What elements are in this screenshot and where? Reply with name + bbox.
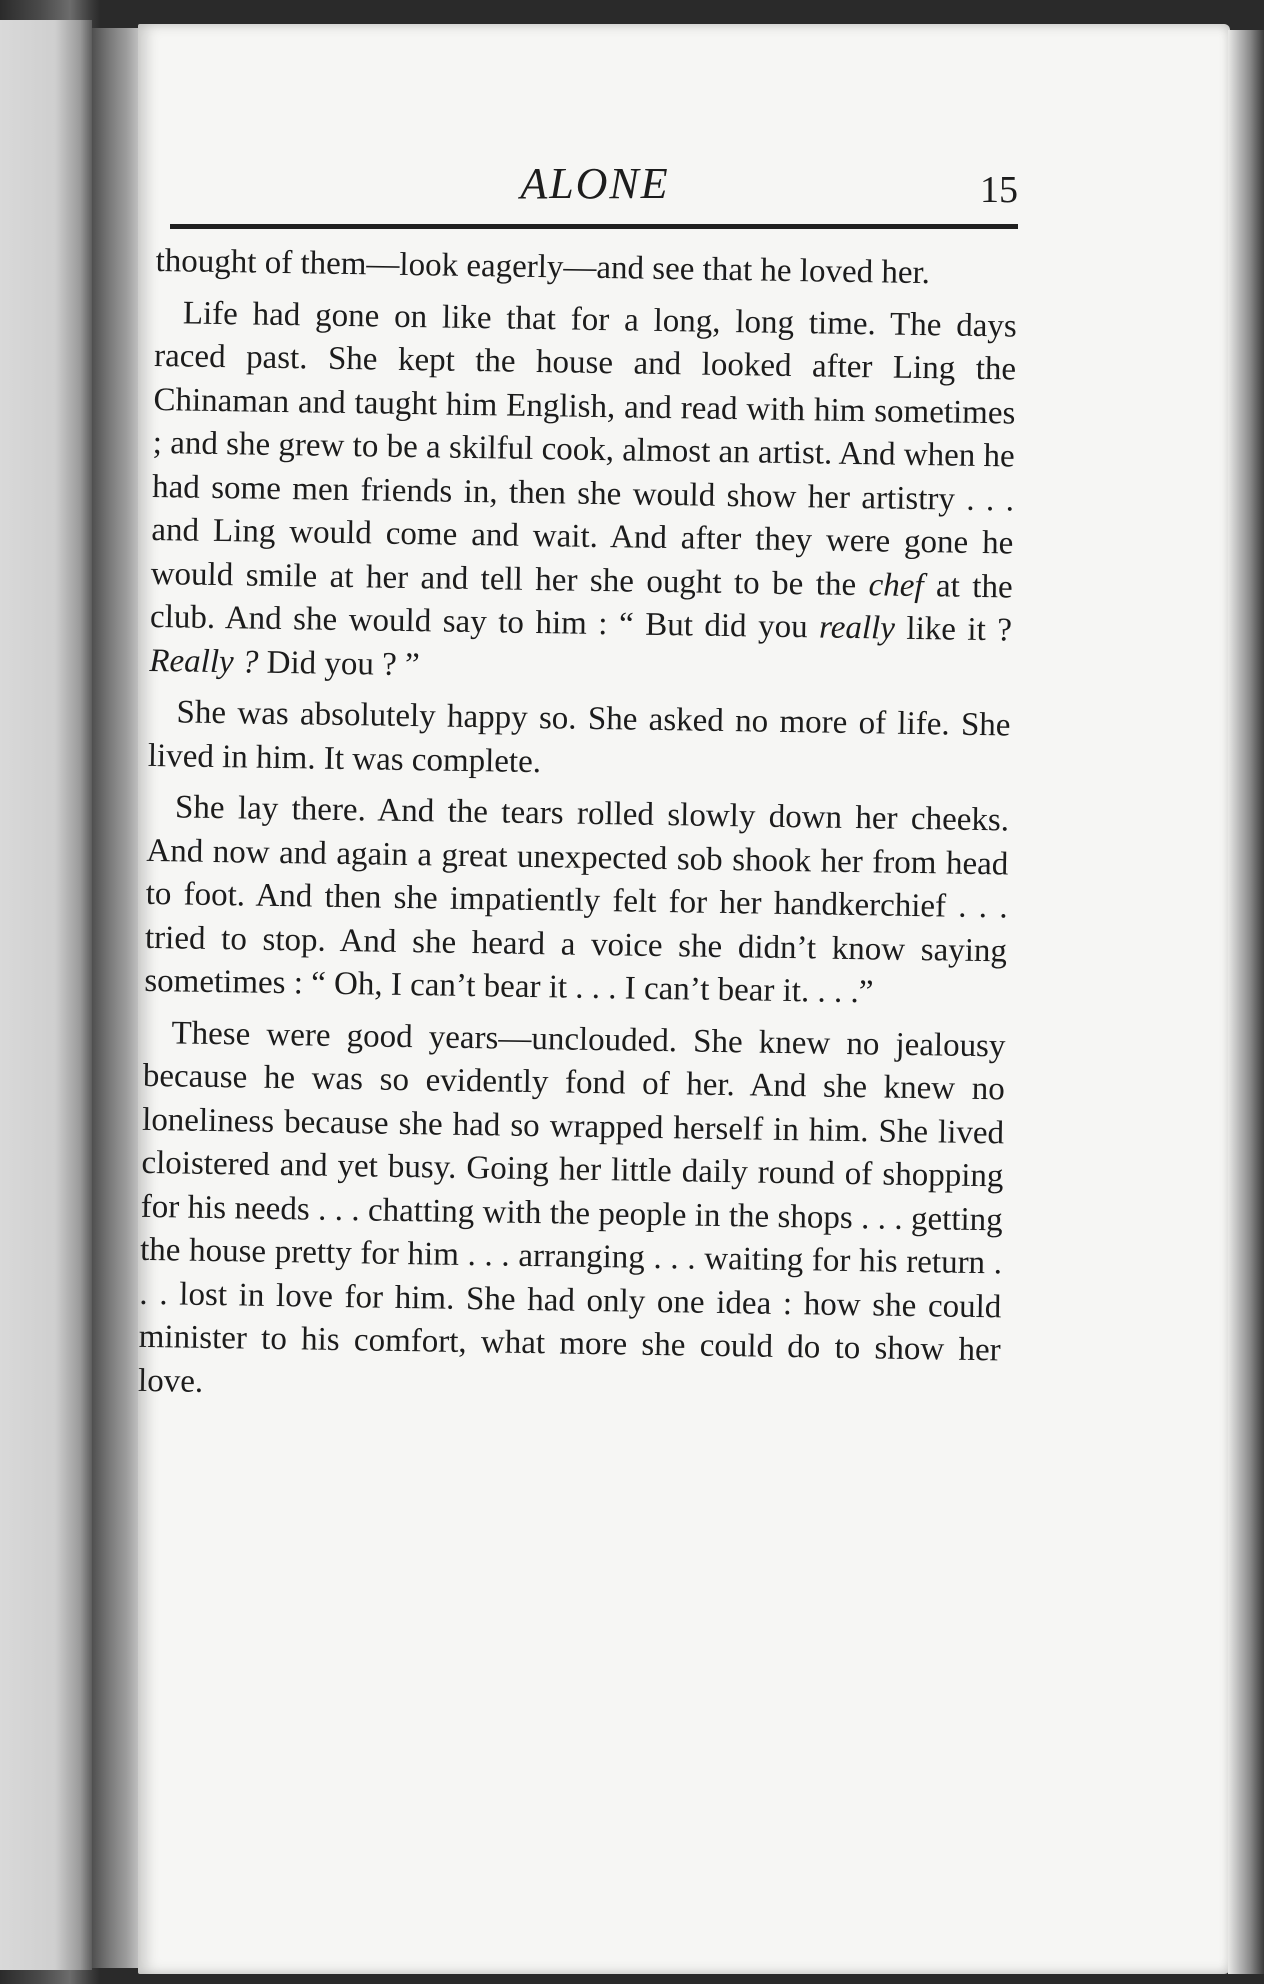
chapter-title: ALONE: [520, 159, 670, 208]
paragraph-1: thought of them—look eagerly—and see that he loved her.: [155, 242, 931, 292]
body-text: [138, 240, 1018, 1424]
header-rule: [170, 224, 1018, 229]
book-gutter: [92, 28, 140, 1968]
running-head: [172, 158, 1018, 218]
paragraph-4: She lay there. And the tears rolled slowly down her cheeks. And now and again a great unexpected sob shook her from head to foot. And then she impatiently felt for her handkerchief . . . tried to stop. And she heard a voice she didn’t know saying sometimes : “ Oh, I can’t bear it . . . I can’t bear it. . . .”: [144, 789, 1010, 1011]
paragraph-2: Life had gone on like that for a long, long time. The days raced past. She kept the house and looked after Ling the Chinaman and taught him English, and read with him sometimes ; and she grew to be a skilful cook, almost an artist. And when he had some men friends in, then she would show her artistry . . . and Ling would come and wait. And after they were gone he would smile at her and tell her she ought to be the chef at the club. And she would say to him : “ But did you really like it ? Really ? Did you ? ”: [149, 294, 1018, 683]
paragraph-3: She was absolutely happy so. She asked no more of life. She lived in him. It was complete.: [147, 694, 1011, 780]
page-number: 15: [980, 169, 1018, 211]
facing-page-edge: [0, 20, 92, 1970]
paragraph-5: These were good years—unclouded. She knew no jealousy because he was so evidently fond of her. And she knew no loneliness because she had so wrapped herself in him. She lived cloistered and yet busy. Going her little daily round of shopping for his needs . . . chatting with the people in the shops . . . getting the house pretty for him . . . arranging . . . waiting for his return . . . lost in love for him. She had only one idea : how she could minister to his comfort, what more she could do to show her love.: [137, 1014, 1006, 1400]
page-fore-edge: [1228, 30, 1264, 1974]
